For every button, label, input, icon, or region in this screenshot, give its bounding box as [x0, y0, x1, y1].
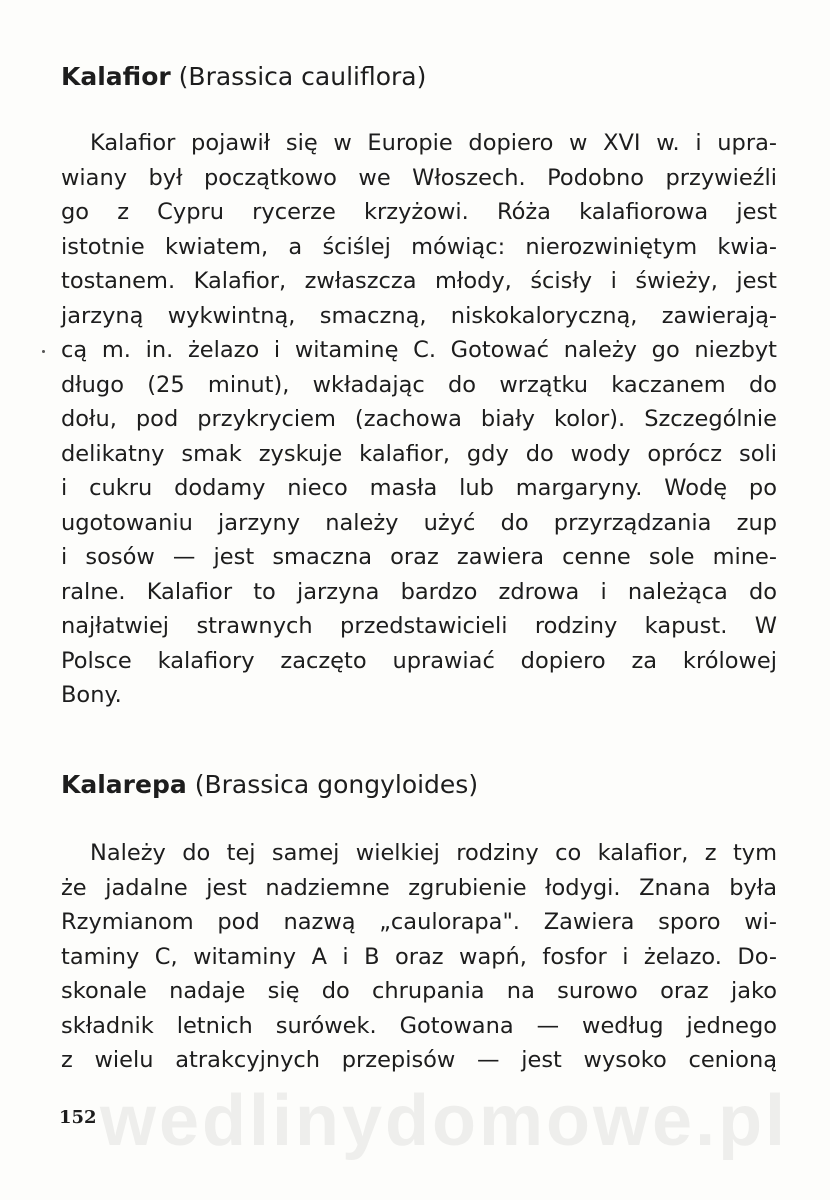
text-line: składnik letnich surówek. Gotowana — według jednego	[61, 1012, 777, 1039]
section-heading-kalafior	[61, 62, 426, 92]
print-speck	[42, 350, 45, 353]
text-line: istotnie kwiatem, a ściślej mówiąc: nierozwiniętym kwia-	[61, 233, 777, 260]
text-line: Rzymianom pod nazwą „caulorapa". Zawiera sporo wi-	[61, 909, 777, 935]
section-heading-kalarepa	[61, 770, 478, 800]
text-line: dołu, pod przykryciem (zachowa biały kolor). Szczególnie	[61, 406, 777, 432]
text-line: cą m. in. żelazo i witaminę C. Gotować należy go niezbyt	[61, 337, 777, 363]
watermark: wedlinydomowe.pl	[100, 1081, 789, 1161]
heading-latin-name: (Brassica gongyloides)	[194, 770, 479, 799]
text-line: taminy C, witaminy A i B oraz wapń, fosfor i żelazo. Do-	[61, 943, 777, 970]
text-line: tostanem. Kalafior, zwłaszcza młody, ścisły i świeży, jest	[61, 268, 777, 294]
paragraph-kalarepa	[61, 836, 777, 1078]
text-line: że jadalne jest nadziemne zgrubienie łodygi. Znana była	[61, 874, 777, 901]
heading-latin-name: (Brassica cauliflora)	[178, 62, 427, 91]
text-line: Należy do tej samej wielkiej rodziny co kalafior, z tym	[90, 840, 777, 866]
page-number: 152	[59, 1107, 97, 1128]
text-line: najłatwiej strawnych przedstawicieli rodziny kapust. W	[61, 613, 777, 639]
text-line: wiany był początkowo we Włoszech. Podobno przywieźli	[61, 164, 777, 191]
text-line: i cukru dodamy nieco masła lub margaryny. Wodę po	[61, 475, 777, 501]
text-line: długo (25 minut), wkładając do wrzątku kaczanem do	[61, 371, 777, 398]
text-line: i sosów — jest smaczna oraz zawiera cenne sole mine-	[61, 544, 777, 570]
text-line: ralne. Kalafior to jarzyna bardzo zdrowa i należąca do	[61, 578, 777, 605]
text-line: ugotowaniu jarzyny należy użyć do przyrządzania zup	[61, 509, 777, 536]
paragraph-kalafior	[61, 126, 777, 713]
text-line: skonale nadaje się do chrupania na surowo oraz jako	[61, 978, 777, 1004]
heading-name: Kalarepa	[61, 770, 187, 799]
text-line: Polsce kalafiory zaczęto uprawiać dopiero za królowej	[61, 647, 777, 674]
text-line: go z Cypru rycerze krzyżowi. Róża kalafiorowa jest	[61, 199, 777, 225]
text-line: Bony.	[61, 682, 122, 708]
text-line: delikatny smak zyskuje kalafior, gdy do wody oprócz soli	[61, 440, 777, 467]
text-line: jarzyną wykwintną, smaczną, niskokaloryczną, zawierają-	[61, 302, 777, 329]
heading-name: Kalafior	[61, 62, 171, 91]
text-line: Kalafior pojawił się w Europie dopiero w XVI w. i upra-	[90, 130, 777, 156]
text-line: z wielu atrakcyjnych przepisów — jest wysoko cenioną	[61, 1047, 777, 1073]
